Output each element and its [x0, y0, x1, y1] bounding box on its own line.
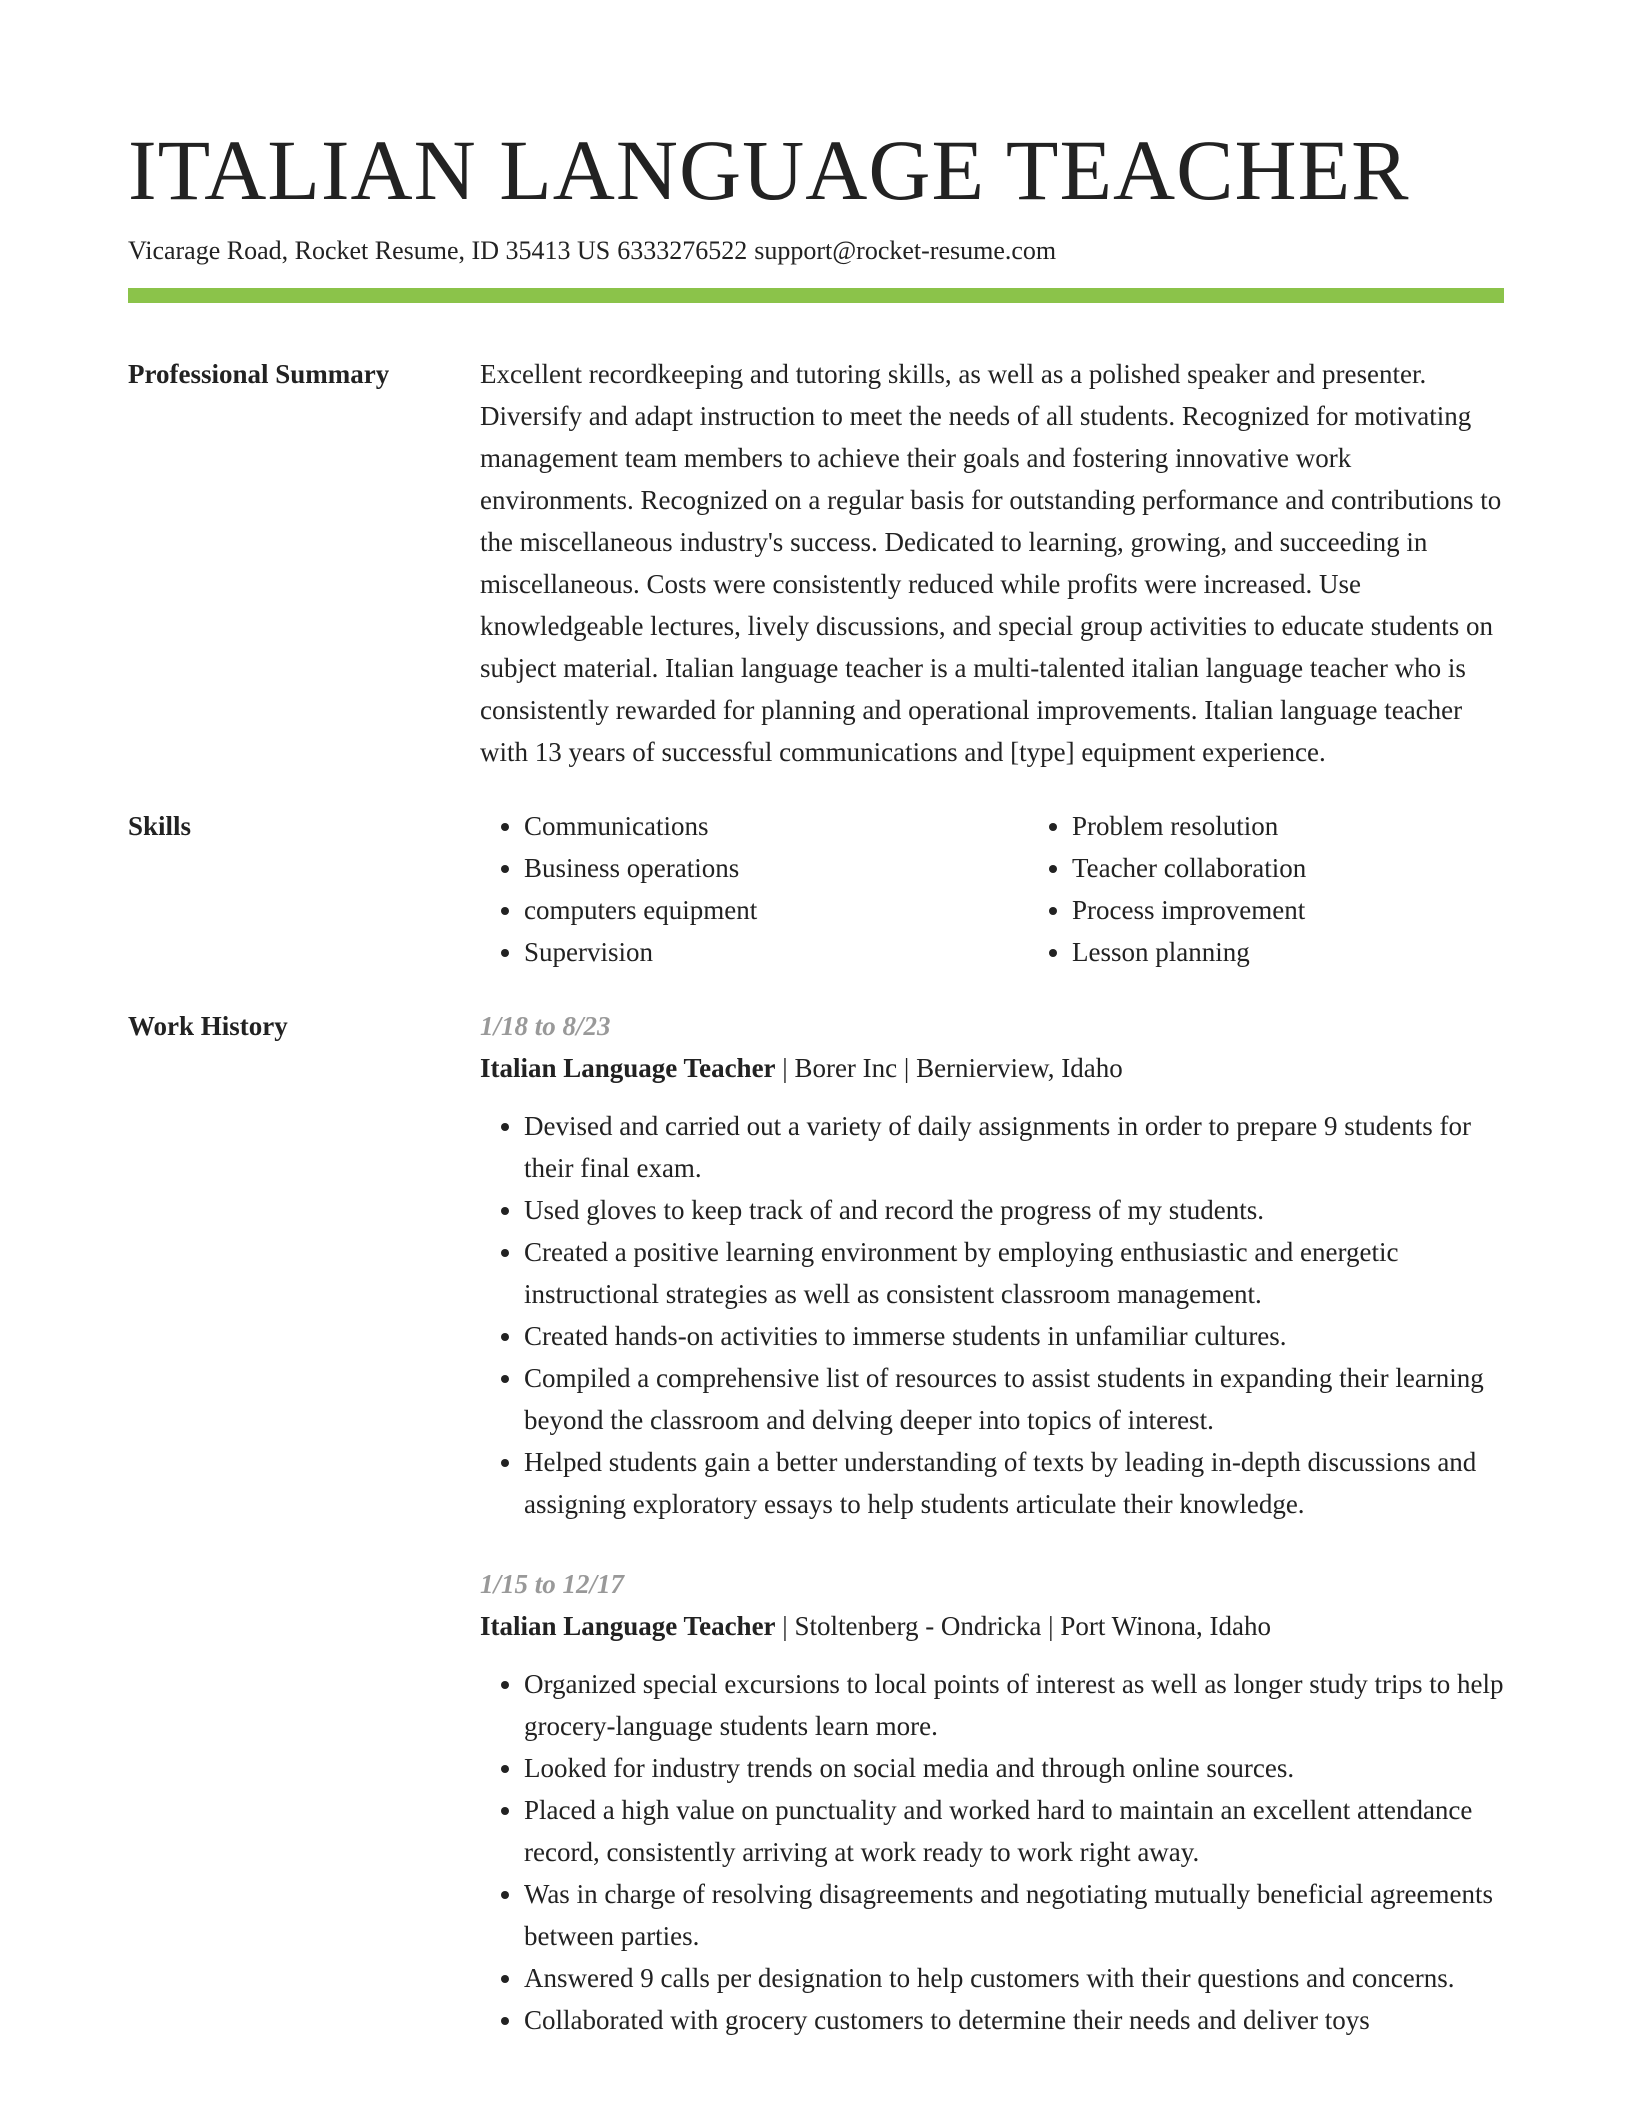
skills-column-left [480, 805, 1028, 973]
job-bullet: • Created hands-on activities to immerse students in unfamiliar cultures. [524, 1315, 1504, 1357]
summary-heading: Professional Summary [128, 359, 390, 389]
skill-item: • Process improvement [1072, 889, 1576, 931]
summary-text: Excellent recordkeeping and tutoring skills, as well as a polished speaker and presenter. Diversify and adapt instruction to meet the needs of all students. Recognized for motivating management team members to achieve their goals and fostering innovative work environments. Recognized on a regular basis for outstanding performance and contributions to the miscellaneous industry's success. Dedicated to learning, growing, and succeeding in miscellaneous. Costs were consistently reduced while profits were increased. Use knowledgeable lectures, lively discussions, and special group activities to educate students on subject material. Italian language teacher is a multi-talented italian language teacher who is consistently rewarded for planning and operational improvements. Italian language teacher with 13 years of successful communications and [type] equipment experience. [480, 359, 1502, 767]
contact-address: Vicarage Road, Rocket Resume, ID 35413 US [128, 236, 611, 265]
job-bullet: • Compiled a comprehensive list of resources to assist students in expanding their learning beyond the classroom and delving deeper into topics of interest. [524, 1357, 1504, 1441]
job-bullet-list [480, 1105, 1504, 1525]
summary-section [128, 353, 1504, 773]
summary-body [480, 353, 1504, 773]
job-bullet: • Looked for industry trends on social media and through online sources. [524, 1747, 1504, 1789]
job-bullet: • Placed a high value on punctuality and worked hard to maintain an excellent attendance record, consistently arriving at work ready to work right away. [524, 1789, 1504, 1873]
skills-grid [480, 805, 1576, 973]
job-company: Stoltenberg - Ondricka [794, 1611, 1042, 1641]
job-bullet: • Collaborated with grocery customers to determine their needs and deliver toys [524, 1999, 1504, 2041]
skill-item: • Problem resolution [1072, 805, 1576, 847]
job-bullet: • Devised and carried out a variety of daily assignments in order to prepare 9 students for their final exam. [524, 1105, 1504, 1189]
work-history-heading: Work History [128, 1011, 288, 1041]
job-entry [480, 1563, 1504, 2041]
job-title: Italian Language Teacher [480, 1611, 776, 1641]
skill-item: • Communications [524, 805, 1028, 847]
skills-section [128, 805, 1504, 973]
job-company: Borer Inc [794, 1053, 898, 1083]
candidate-name: ITALIAN LANGUAGE TEACHER [128, 122, 1410, 218]
job-title: Italian Language Teacher [480, 1053, 776, 1083]
job-entry [480, 1005, 1504, 1525]
job-location: Bernierview, Idaho [916, 1053, 1123, 1083]
skills-column-right [1028, 805, 1576, 973]
work-history-section [128, 1005, 1504, 2041]
job-bullet: • Helped students gain a better understanding of texts by leading in-depth discussions and assigning exploratory essays to help students articulate their knowledge. [524, 1441, 1504, 1525]
skills-body [480, 805, 1576, 973]
contact-phone: 6333276522 [617, 236, 748, 265]
job-bullet: • Used gloves to keep track of and record the progress of my students. [524, 1189, 1504, 1231]
skill-item: • Business operations [524, 847, 1028, 889]
contact-line [128, 234, 1504, 268]
job-bullet: • Organized special excursions to local points of interest as well as longer study trips to help grocery-language students learn more. [524, 1663, 1504, 1747]
header-divider [128, 288, 1504, 303]
skill-item: • Supervision [524, 931, 1028, 973]
job-bullet: • Answered 9 calls per designation to help customers with their questions and concerns. [524, 1957, 1504, 1999]
job-bullet-list [480, 1663, 1504, 2041]
job-heading: Italian Language Teacher | Stoltenberg - Ondricka | Port Winona, Idaho [480, 1611, 1271, 1641]
contact-email: support@rocket-resume.com [754, 236, 1057, 265]
job-bullet: • Created a positive learning environment by employing enthusiastic and energetic instructional strategies as well as consistent classroom management. [524, 1231, 1504, 1315]
job-location: Port Winona, Idaho [1060, 1611, 1271, 1641]
work-history-body [480, 1005, 1504, 2041]
job-heading: Italian Language Teacher | Borer Inc | Bernierview, Idaho [480, 1053, 1123, 1083]
skill-item: • Lesson planning [1072, 931, 1576, 973]
skills-heading: Skills [128, 811, 192, 841]
job-dates: 1/15 to 12/17 [480, 1569, 625, 1599]
job-bullet: • Was in charge of resolving disagreements and negotiating mutually beneficial agreements between parties. [524, 1873, 1504, 1957]
resume-page [128, 0, 1504, 2041]
skill-item: • computers equipment [524, 889, 1028, 931]
skill-item: • Teacher collaboration [1072, 847, 1576, 889]
job-dates: 1/18 to 8/23 [480, 1011, 611, 1041]
